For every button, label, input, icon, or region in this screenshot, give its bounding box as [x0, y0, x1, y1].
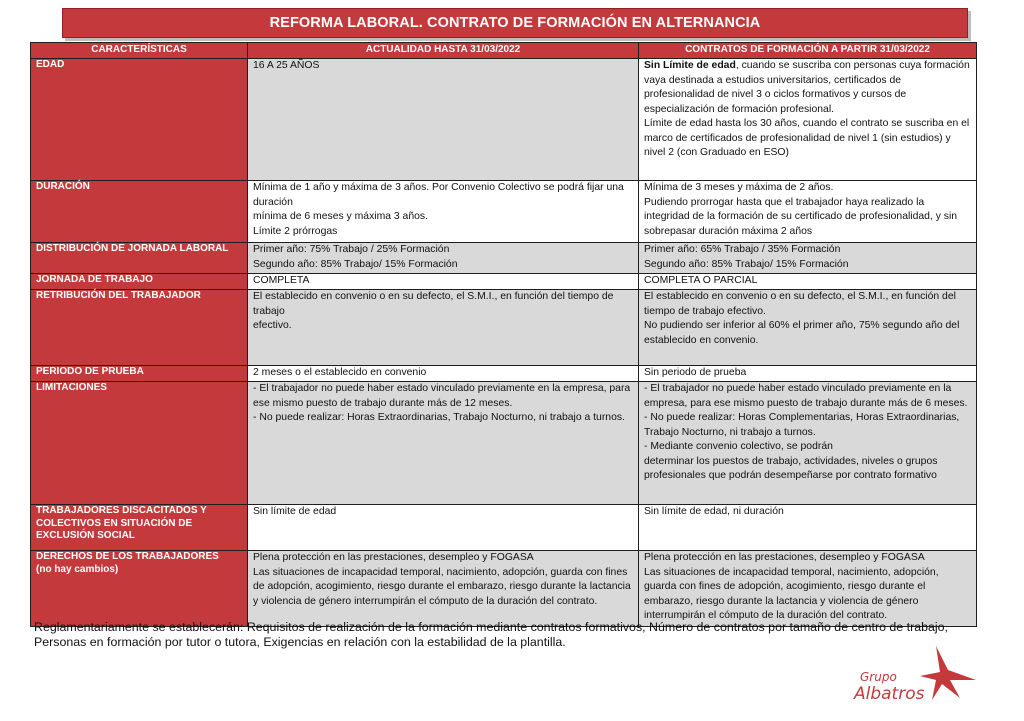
cell-nuevo-periodo-prueba: [639, 366, 977, 382]
cell-nuevo-duracion: [639, 181, 977, 243]
logo-line1: Grupo: [860, 670, 897, 684]
row-label-derechos: [31, 551, 248, 627]
row-label-discapacitados: TRABAJADORES DISCACITADOS Y COLECTIVOS EN SITUACIÓN DE EXCLUSIÓN SOCIAL: [31, 505, 248, 551]
cell-nuevo-derechos: [639, 551, 977, 627]
cell-text: , cuando se suscriba con personas cuya formación vaya destinada a estudios universitarios, certificados de profesionalidad de nivel 3 o ciclos formativos y cursos de especialización de formación profesional. Límite de edad hasta los 30 años, cuando el contrato se suscriba en el marco de certificados de profesionalidad de nivel 1 (sin estudios) y nivel 2 (con Graduado en ESO): [644, 60, 970, 158]
cell-text: El establecido en convenio o en su defecto, el S.M.I., en función del tiempo de trabajo efectivo.: [253, 291, 614, 331]
cell-text: Plena protección en las prestaciones, desempleo y FOGASA Las situaciones de incapacidad temporal, nacimiento, adopción, guarda con fines de adopción, acogimiento, riesgo durante el embarazo, riesgo durante la lactancia y violencia de género interrumpirán el cómputo de la duración del contrato.: [644, 552, 939, 621]
cell-text: 16 A 25 AÑOS: [253, 60, 320, 71]
cell-text: - El trabajador no puede haber estado vinculado previamente en la empresa, para ese mismo puesto de trabajo durante más de 12 meses. - No puede realizar: Horas Extraordinarias, Trabajo Nocturno, ni trabajo a turnos.: [253, 383, 631, 423]
cell-actual-retribucion: [248, 290, 639, 366]
grupo-albatros-logo: [836, 640, 986, 712]
table-row: [31, 505, 977, 551]
cell-bold-text: Sin Límite de edad: [644, 60, 736, 71]
cell-text: COMPLETA O PARCIAL: [644, 275, 758, 286]
table-row: [31, 181, 977, 243]
table-row: [31, 382, 977, 505]
row-label-jornada: JORNADA DE TRABAJO: [31, 274, 248, 290]
cell-text: El establecido en convenio o en su defecto, el S.M.I., en función del tiempo de trabajo efectivo. No pudiendo ser inferior al 60% el primer año, 75% segundo año del establecido en convenio.: [644, 291, 960, 346]
header-actualidad: ACTUALIDAD HASTA 31/03/2022: [248, 43, 639, 59]
table-row: [31, 290, 977, 366]
cell-text: Sin periodo de prueba: [644, 367, 747, 378]
cell-nuevo-discapacitados: [639, 505, 977, 551]
footnote: Reglamentariamente se establecerán: Requisitos de realización de la formación mediante contratos formativos, Número de contratos por tamaño de centro de trabajo, Personas en formación por tutor o tutora, Exigencias en relación con la estabilidad de la plantilla.: [34, 620, 948, 649]
logo-line2: Albatros: [854, 684, 925, 704]
table-header-row: [31, 43, 977, 59]
cell-actual-jornada: [248, 274, 639, 290]
cell-actual-duracion: [248, 181, 639, 243]
cell-text: Mínima de 1 año y máxima de 3 años. Por Convenio Colectivo se podrá fijar una duración mínima de 6 meses y máxima 3 años. Límite 2 prórrogas: [253, 182, 624, 237]
row-label-text: DERECHOS DE LOS TRABAJADORES: [36, 551, 219, 562]
row-label-distribucion: DISTRIBUCIÓN DE JORNADA LABORAL: [31, 243, 248, 274]
table-row: [31, 243, 977, 274]
row-label-limitaciones: LIMITACIONES: [31, 382, 248, 505]
table-row: [31, 551, 977, 627]
table-row: [31, 366, 977, 382]
cell-nuevo-distribucion: [639, 243, 977, 274]
table-row: [31, 274, 977, 290]
cell-text: Primer año: 75% Trabajo / 25% Formación Segundo año: 85% Trabajo/ 15% Formación: [253, 244, 458, 270]
cell-text: 2 meses o el establecido en convenio: [253, 367, 427, 378]
cell-text: COMPLETA: [253, 275, 310, 286]
header-caracteristicas: CARACTERÍSTICAS: [31, 43, 248, 59]
header-nuevos-contratos: CONTRATOS DE FORMACIÓN A PARTIR 31/03/2022: [639, 43, 977, 59]
cell-nuevo-edad: [639, 59, 977, 181]
cell-nuevo-limitaciones: [639, 382, 977, 505]
comparison-table: [30, 42, 977, 627]
cell-text: Sin límite de edad, ni duración: [644, 506, 784, 517]
cell-text: - El trabajador no puede haber estado vinculado previamente en la empresa, para ese mismo puesto de trabajo durante más de 6 meses. - No puede realizar: Horas Complementarias, Horas Extraordinarias, Trabajo Nocturno, ni trabajo a turnos. - Mediante convenio colectivo, se podrán determinar los puestos de trabajo, actividades, niveles o grupos profesionales que podrán desempeñarse por contrato formativo: [644, 383, 968, 481]
row-label-periodo-prueba: PERIODO DE PRUEBA: [31, 366, 248, 382]
cell-actual-limitaciones: [248, 382, 639, 505]
cell-text: Plena protección en las prestaciones, desempleo y FOGASA Las situaciones de incapacidad temporal, nacimiento, adopción, guarda con fines de adopción, acogimiento, riesgo durante el embarazo, riesgo durante la lactancia y violencia de género interrumpirán el cómputo de la duración del contrato.: [253, 552, 631, 607]
cell-actual-periodo-prueba: [248, 366, 639, 382]
cell-text: Sin límite de edad: [253, 506, 337, 517]
cell-text: Primer año: 65% Trabajo / 35% Formación Segundo año: 85% Trabajo/ 15% Formación: [644, 244, 849, 270]
document-title: REFORMA LABORAL. CONTRATO DE FORMACIÓN EN ALTERNANCIA: [62, 8, 968, 38]
row-label-subtext: (no hay cambios): [36, 563, 119, 575]
cell-nuevo-retribucion: [639, 290, 977, 366]
row-label-edad: EDAD: [31, 59, 248, 181]
cell-text: Mínima de 3 meses y máxima de 2 años. Pudiendo prorrogar hasta que el trabajador haya realizado la integridad de la formación de su certificado de profesionalidad, y sin sobrepasar duración máxima 2 años: [644, 182, 958, 237]
table-row: [31, 59, 977, 181]
row-label-retribucion: RETRIBUCIÓN DEL TRABAJADOR: [31, 290, 248, 366]
cell-actual-derechos: [248, 551, 639, 627]
cell-nuevo-jornada: [639, 274, 977, 290]
row-label-duracion: DURACIÓN: [31, 181, 248, 243]
cell-actual-edad: [248, 59, 639, 181]
cell-actual-discapacitados: [248, 505, 639, 551]
cell-actual-distribucion: [248, 243, 639, 274]
